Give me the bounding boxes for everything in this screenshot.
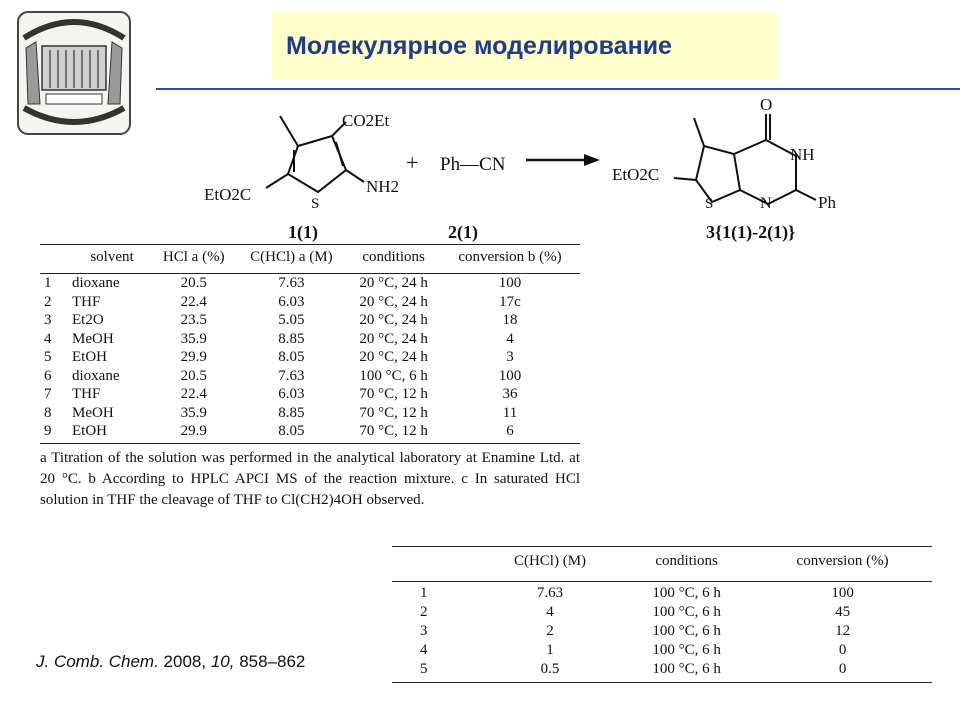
nh2-label: NH2 [366, 177, 400, 196]
table-row [392, 641, 932, 660]
table-header-row [392, 547, 932, 578]
col-header: conditions [362, 249, 425, 265]
hcl-cell: 29.9 [180, 349, 207, 365]
col-header: HCl a (%) [162, 249, 225, 265]
hcl-cell: 35.9 [180, 404, 207, 421]
product-label: 3{1(1)-2(1)} [706, 222, 796, 242]
nh-label: NH [790, 145, 815, 164]
conditions-cell: 70 °C, 12 h [359, 423, 428, 439]
conversion-cell: 100 [498, 275, 522, 291]
conc-cell: 4 [546, 604, 554, 620]
conversion-cell: 100 [831, 585, 854, 601]
col-header: solvent [90, 249, 134, 265]
solvent-table [40, 244, 580, 511]
table-rule [40, 443, 580, 444]
conditions-cell: 100 °C, 6 h [652, 661, 721, 677]
col-header: conversion (%) [796, 553, 889, 569]
university-emblem-icon [14, 8, 134, 138]
entry-cell: 9 [44, 423, 52, 439]
conc-cell: 2 [546, 623, 554, 639]
conditions-cell: 100 °C, 6 h [652, 604, 721, 620]
citation-journal: J. Comb. Chem. [36, 652, 159, 671]
table-row [392, 603, 932, 622]
conversion-cell: 45 [835, 604, 851, 620]
title-box [272, 12, 778, 80]
conc-cell: 8.85 [278, 330, 305, 347]
citation-pages: 858–862 [239, 652, 306, 671]
n-label: N [760, 195, 772, 212]
conc-cell: 1 [546, 642, 554, 658]
table-row [392, 660, 932, 679]
o-label: O [760, 95, 773, 114]
hcl-cell: 20.5 [180, 275, 207, 291]
conc-cell: 6.03 [278, 293, 305, 310]
solvent-cell: MeOH [72, 330, 114, 347]
col-header [40, 245, 72, 272]
table-rule [392, 581, 932, 582]
entry-cell: 5 [420, 661, 428, 677]
conversion-cell: 0 [838, 642, 847, 658]
conc-cell: 7.63 [278, 275, 305, 291]
reactant2-label: 2(1) [448, 222, 478, 242]
plus-sign: + [406, 150, 419, 175]
concentration-table [392, 546, 932, 683]
conditions-cell: 20 °C, 24 h [359, 330, 428, 347]
entry-cell: 7 [44, 386, 52, 402]
conc-cell: 7.63 [536, 585, 564, 601]
solvent-cell: EtOH [72, 349, 107, 365]
conversion-cell: 18 [502, 312, 518, 328]
conditions-cell: 70 °C, 12 h [359, 386, 428, 402]
conversion-cell: 12 [835, 623, 851, 639]
conditions-cell: 20 °C, 24 h [359, 312, 428, 328]
col-header: C(HCl) (M) [513, 553, 587, 569]
eto2c-right-label: EtO2C [612, 165, 660, 184]
solvent-cell: MeOH [72, 404, 114, 421]
conversion-cell: 4 [506, 330, 514, 347]
conc-cell: 5.05 [278, 312, 305, 328]
entry-cell: 1 [420, 585, 428, 601]
conc-cell: 8.85 [278, 404, 305, 421]
solvent-cell: Et2O [72, 312, 104, 328]
hcl-cell: 22.4 [180, 293, 207, 310]
reaction-scheme [200, 94, 880, 244]
citation-volume: 10, [210, 652, 235, 671]
conversion-cell: 36 [502, 386, 518, 402]
hcl-cell: 23.5 [180, 312, 207, 328]
entry-cell: 2 [44, 293, 52, 310]
entry-cell: 2 [420, 604, 428, 620]
entry-cell: 1 [44, 275, 52, 291]
conversion-cell: 11 [502, 404, 518, 421]
s-right-label: S [705, 196, 714, 212]
solvent-cell: THF [72, 386, 101, 402]
conditions-cell: 20 °C, 24 h [359, 349, 428, 365]
table-row [392, 584, 932, 603]
entry-cell: 4 [420, 642, 428, 658]
conditions-cell: 70 °C, 12 h [359, 404, 428, 421]
col-header: conditions [655, 553, 718, 569]
page-title: Молекулярное моделирование [286, 31, 672, 60]
conversion-cell: 6 [506, 423, 514, 439]
table-row [40, 404, 580, 423]
citation-year: 2008, [163, 652, 207, 671]
solvent-cell: THF [72, 293, 101, 310]
conc-cell: 7.63 [278, 367, 305, 384]
col-header: conversion b (%) [458, 249, 562, 265]
entry-cell: 5 [44, 349, 52, 365]
conditions-cell: 100 °C, 6 h [652, 642, 721, 658]
hcl-cell: 22.4 [180, 386, 207, 402]
conditions-cell: 100 °C, 6 h [652, 585, 721, 601]
table-row [40, 311, 580, 330]
hcl-cell: 35.9 [180, 330, 207, 347]
reactant1-label: 1(1) [288, 222, 318, 242]
table-rule [392, 682, 932, 683]
s-left-label: S [311, 196, 320, 212]
reaction-arrow [526, 154, 600, 166]
conditions-cell: 100 °C, 6 h [652, 623, 721, 639]
co2et-label: CO2Et [342, 111, 390, 130]
solvent-cell: dioxane [72, 367, 120, 384]
table-row [40, 330, 580, 349]
hcl-cell: 20.5 [180, 367, 207, 384]
conditions-cell: 20 °C, 24 h [359, 275, 428, 291]
table-header-row [40, 245, 580, 272]
table-row [40, 293, 580, 312]
conc-cell: 6.03 [278, 386, 305, 402]
col-header: C(HCl) a (M) [250, 249, 333, 265]
conversion-cell: 3 [506, 349, 514, 365]
conditions-cell: 20 °C, 24 h [359, 293, 428, 310]
conc-cell: 8.05 [278, 349, 305, 365]
table-row [392, 622, 932, 641]
table-row [40, 422, 580, 441]
conditions-cell: 100 °C, 6 h [359, 367, 428, 384]
col-header [392, 547, 480, 578]
conversion-cell: 100 [498, 367, 522, 384]
ph-label: Ph [818, 193, 836, 212]
table-row [40, 385, 580, 404]
table-row [40, 367, 580, 386]
entry-cell: 3 [44, 312, 52, 328]
conversion-cell: 17c [499, 293, 521, 310]
conversion-cell: 0 [838, 661, 847, 677]
entry-cell: 6 [44, 367, 52, 384]
hcl-cell: 29.9 [180, 423, 207, 439]
eto2c-left-label: EtO2C [204, 185, 252, 204]
journal-citation [36, 652, 305, 672]
table-row [40, 274, 580, 293]
solvent-cell: dioxane [72, 275, 120, 291]
table-footnote: a Titration of the solution was performed in the analytical laboratory at Enamine Ltd. at 20 °C. b According to HPLC APCI MS of the reaction mixture. c In saturated HCl solution in THF the cleavage of THF to Cl(CH2)4OH observed. [40, 449, 580, 508]
entry-cell: 8 [44, 404, 52, 421]
conc-cell: 8.05 [278, 423, 305, 439]
conc-cell: 0.5 [540, 661, 560, 677]
title-rule [156, 88, 960, 90]
table-row [40, 348, 580, 367]
entry-cell: 3 [420, 623, 428, 639]
entry-cell: 4 [44, 330, 52, 347]
reagent-label: Ph—CN [440, 154, 506, 175]
solvent-cell: EtOH [72, 423, 107, 439]
